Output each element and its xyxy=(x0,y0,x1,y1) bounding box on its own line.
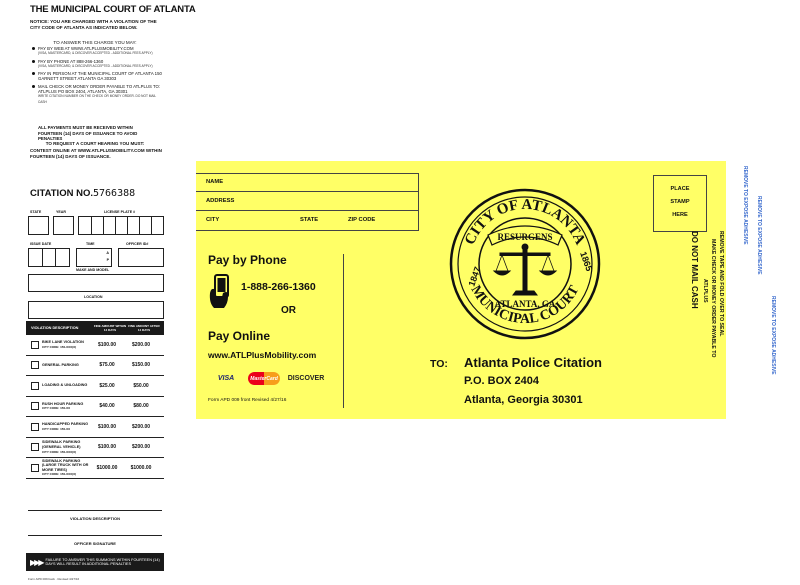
make-model-field[interactable] xyxy=(28,274,164,292)
to-label: TO: xyxy=(430,358,448,370)
do-not-mail-cash: DO NOT MAIL CASH xyxy=(690,231,699,309)
plate-label: LICENSE PLATE # xyxy=(104,210,136,214)
violation-row[interactable]: SIDEWALK PARKING (GENERAL VEHICLE) CITY CODE: 150-XXX(X) $100.00 $200.00 xyxy=(26,438,164,459)
adhesive-strip[interactable] xyxy=(741,156,777,432)
answer-heading: TO ANSWER THIS CHARGE YOU MAY: xyxy=(53,40,137,45)
recipient-name: Atlanta Police Citation xyxy=(464,355,602,370)
seal-banner-text: RESURGENS xyxy=(497,232,553,242)
phone-hand-icon xyxy=(208,273,234,311)
seal-instruction: REMOVE TAPE AND FOLD OVER TO SEAL xyxy=(718,231,724,337)
payment-method: PAY BY WEB AT WWW.ATLPLUSMOBILITY.COM (VISA, MASTERCARD, & DISCOVER ACCEPTED - ADDITIONAL FEES APPLY) xyxy=(38,46,164,57)
time-field[interactable]: A P xyxy=(76,248,112,267)
violation-row[interactable]: HANDICAPPED PARKING CITY CODE: 150-XX $100.00 $200.00 xyxy=(26,417,164,438)
phone-number: 1-888-266-1360 xyxy=(241,281,316,293)
city-label: CITY xyxy=(206,217,220,223)
accepted-cards xyxy=(210,372,326,385)
place-stamp-box: PLACE STAMP HERE xyxy=(653,175,707,232)
scales-of-justice-icon xyxy=(494,244,556,295)
violation-row[interactable]: RUSH HOUR PARKING CITY CODE: 150-XX $40.00 $80.00 xyxy=(26,397,164,418)
make-model-label: MAKE AND MODEL xyxy=(76,268,110,272)
hearing-heading: TO REQUEST A COURT HEARING YOU MUST: xyxy=(45,141,145,146)
name-label: NAME xyxy=(206,179,224,185)
seal-year-right: 1865 xyxy=(578,250,595,273)
pay-online-heading: Pay Online xyxy=(208,329,271,343)
violation-checkbox[interactable] xyxy=(31,341,39,349)
pay-by-phone-heading: Pay by Phone xyxy=(208,253,287,267)
officer-id-field[interactable] xyxy=(118,248,164,267)
year-field[interactable] xyxy=(53,216,74,235)
strip-text-2: REMOVE TO EXPOSE ADHESIVE xyxy=(756,196,762,275)
payment-method: MAIL CHECK OR MONEY ORDER PAYABLE TO ATLPLUS TO: ATLPLUS PO BOX 2404, ATLANTA, GA 30301 WRITE CITATION NUMBER ON THE CHECK OR MONEY ORDER. DO NOT MAIL CASH xyxy=(38,84,164,105)
payable-to-name: ATLPLUS xyxy=(702,279,708,303)
arrows-icon: ▶▶▶ xyxy=(30,557,43,567)
officer-signature-label: OFFICER SIGNATURE xyxy=(74,541,116,546)
or-separator: OR xyxy=(281,305,296,316)
discover-logo: DISCOVER xyxy=(287,375,325,382)
city-seal-logo xyxy=(448,187,603,342)
seal-bottom-text: MUNICIPAL COURT xyxy=(467,283,583,328)
officer-signature-line[interactable] xyxy=(28,535,162,536)
time-label: TIME xyxy=(86,242,95,246)
violation-row[interactable]: SIDEWALK PARKING (LARGE TRUCK WITH OR MORE TIRES) CITY CODE: 150-XXX(X) $1000.00 $1000.00 xyxy=(26,458,164,479)
violation-checkbox[interactable] xyxy=(31,361,39,369)
divider xyxy=(343,254,344,408)
zip-label: ZIP CODE xyxy=(348,217,376,223)
issue-date-label: ISSUE DATE xyxy=(30,242,52,246)
seal-top-text: CITY OF ATLANTA xyxy=(462,196,588,248)
penalty-warning: ▶▶▶ FAILURE TO ANSWER THIS SUMMONS WITHIN FOURTEEN (14) DAYS WILL RESULT IN ADDITIONAL PENALTIES xyxy=(26,553,164,571)
visa-logo: VISA xyxy=(210,372,242,385)
violation-table xyxy=(26,321,164,479)
citation-ticket xyxy=(26,0,196,585)
payable-instruction: MAKE CHECK OR MONEY ORDER PAYABLE TO xyxy=(710,239,716,358)
payment-envelope xyxy=(196,161,726,419)
ticket-notice: NOTICE: YOU ARE CHARGED WITH A VIOLATION OF THE CITY CODE OF ATLANTA AS INDICATED BELOW. xyxy=(30,19,157,30)
mastercard-logo: MasterCard xyxy=(248,372,280,385)
ticket-form-number: Form APD 009 back · Revised 4/27/16 xyxy=(28,577,80,581)
address-label: ADDRESS xyxy=(206,198,235,204)
recipient-city: Atlanta, Georgia 30301 xyxy=(464,394,583,406)
violation-row[interactable]: BIKE LANE VIOLATION CITY CODE: 150-XXX(X) $100.00 $200.00 xyxy=(26,335,164,356)
violation-description-label: VIOLATION DESCRIPTION xyxy=(70,516,120,521)
strip-text-3: REMOVE TO EXPOSE ADHESIVE xyxy=(770,296,776,375)
violation-checkbox[interactable] xyxy=(31,443,39,451)
location-field[interactable] xyxy=(28,301,164,319)
citation-number: CITATION NO.5766388 xyxy=(30,188,136,199)
plate-field[interactable] xyxy=(78,216,164,235)
violation-checkbox[interactable] xyxy=(31,464,39,472)
payment-website: www.ATLPlusMobility.com xyxy=(208,350,317,360)
state-field[interactable] xyxy=(28,216,49,235)
recipient-po-box: P.O. BOX 2404 xyxy=(464,375,540,387)
state-label: STATE xyxy=(30,210,42,214)
violation-checkbox[interactable] xyxy=(31,423,39,431)
violation-table-header: VIOLATION DESCRIPTION FINE AMOUNT WITHIN 14 DAYS FINE AMOUNT AFTER 14 DAYS xyxy=(26,321,164,335)
seal-inner-text: ATLANTA, GA xyxy=(494,299,556,309)
strip-text-1: REMOVE TO EXPOSE ADHESIVE xyxy=(742,166,748,245)
issue-date-field[interactable] xyxy=(28,248,70,267)
seal-year-left: 1847 xyxy=(466,265,483,288)
payment-method: PAY IN PERSON AT THE MUNICIPAL COURT OF ATLANTA 150 GARNETT STREET ATLANTA GA 30303 xyxy=(38,71,164,82)
violation-description-line[interactable] xyxy=(28,510,162,511)
violation-checkbox[interactable] xyxy=(31,402,39,410)
officer-id-label: OFFICER ID# xyxy=(126,242,149,246)
return-address-block xyxy=(196,173,419,231)
violation-row[interactable]: GENERAL PARKING $75.00 $150.00 xyxy=(26,356,164,377)
violation-checkbox[interactable] xyxy=(31,382,39,390)
violation-row[interactable]: LOADING & UNLOADING $25.00 $50.00 xyxy=(26,376,164,397)
envelope-form-number: Form APD 009 front Revised 4/27/16 xyxy=(208,398,287,403)
state-label: STATE xyxy=(300,217,319,223)
year-label: YEAR xyxy=(56,210,66,214)
location-label: LOCATION xyxy=(84,295,103,299)
payment-deadline-notice: ALL PAYMENTS MUST BE RECEIVED WITHIN FOURTEEN (14) DAYS OF ISSUANCE TO AVOID PENALTIES xyxy=(38,125,138,141)
payment-method: PAY BY PHONE AT 888-266-1360 (VISA, MASTERCARD, & DISCOVER ACCEPTED - ADDITIONAL FEES APPLY) xyxy=(38,59,164,70)
contest-instructions: CONTEST ONLINE AT WWW.ATLPLUSMOBILITY.COM WITHIN FOURTEEN (14) DAYS OF ISSUANCE. xyxy=(30,148,162,159)
ticket-title: THE MUNICIPAL COURT OF ATLANTA xyxy=(30,4,196,15)
payment-methods-list xyxy=(38,46,164,107)
